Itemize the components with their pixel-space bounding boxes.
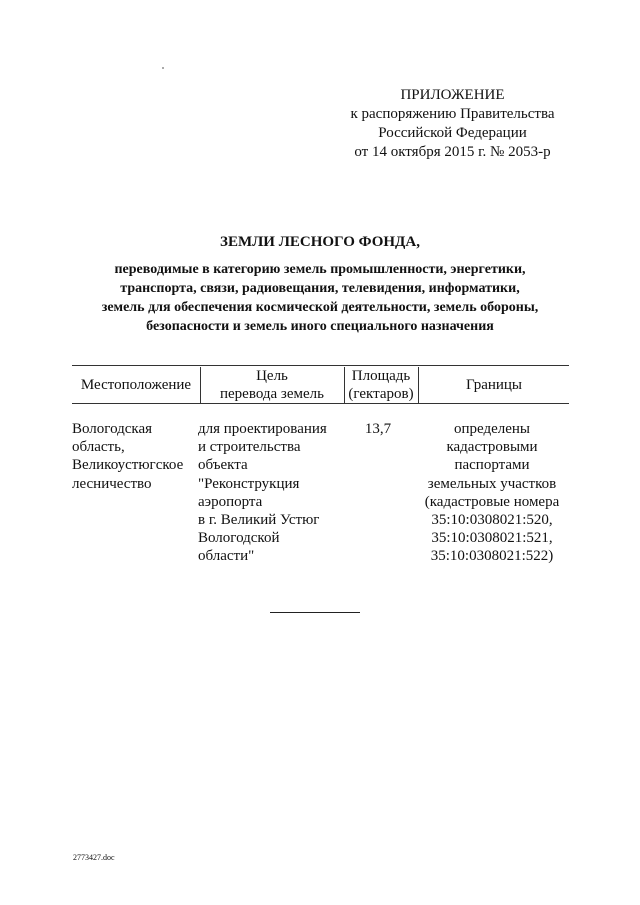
appendix-line: Российской Федерации [378,125,527,141]
cell-area: 13,7 [364,421,392,437]
appendix-line: к распоряжению Правительства [350,106,555,122]
scan-speck [162,67,164,69]
page-title: ЗЕМЛИ ЛЕСНОГО ФОНДА, [220,234,420,250]
cell-location: Вологодская область, Великоустюгское лесничество [72,421,184,492]
header-purpose: Цель перевода земель [220,368,324,402]
subtitle-line: транспорта, связи, радиовещания, телевидения, информатики, [120,281,520,296]
end-separator [270,612,360,613]
subtitle-line: переводимые в категорию земель промышленности, энергетики, [114,262,526,277]
table-header-rule [72,403,569,404]
title-block [60,232,580,336]
appendix-date: от 14 октября 2015 г. № 2053-р [354,144,551,160]
page-subtitle [60,260,580,336]
cell-purpose: для проектирования и строительства объекта "Реконструкция аэропорта в г. Великий Устюг Вологодской области" [198,421,327,565]
appendix-heading: ПРИЛОЖЕНИЕ [400,87,505,103]
file-name-footer: 2773427.doc [73,853,115,862]
subtitle-line: земель для обеспечения космической деятельности, земель обороны, [101,300,539,315]
table-top-rule [72,365,569,366]
header-area: Площадь (гектаров) [348,368,414,402]
subtitle-line: безопасности и земель иного специального назначения [146,319,494,334]
header-bounds: Границы [465,377,523,393]
appendix-block [330,86,575,162]
header-location: Местоположение [80,377,192,393]
cell-bounds: определены кадастровыми паспортами земельных участков (кадастровые номера 35:10:0308021:520, 35:10:0308021:521, 35:10:0308021:522) [424,421,560,565]
